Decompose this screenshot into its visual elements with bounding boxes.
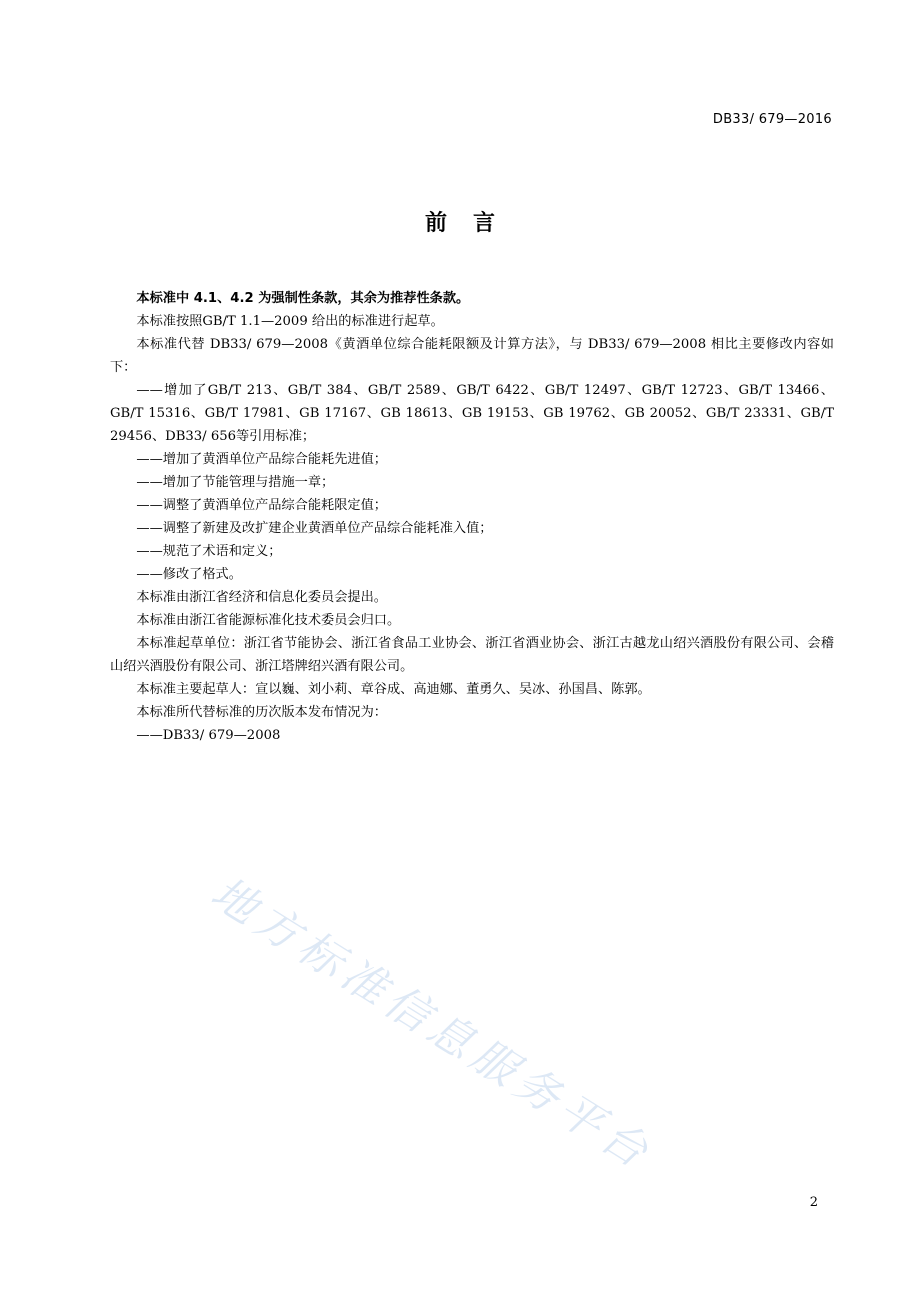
paragraph-mandatory-clauses: 本标准中 4.1、4.2 为强制性条款，其余为推荐性条款。 bbox=[136, 291, 470, 306]
history-item: ——DB33/ 679—2008 bbox=[136, 728, 281, 743]
paragraph-replaces: 本标准代替 DB33/ 679—2008《黄酒单位综合能耗限额及计算方法》，与 DB33/ 679—2008 相比主要修改内容如下： bbox=[110, 337, 834, 375]
document-body bbox=[110, 287, 834, 747]
change-item-format: ——修改了格式。 bbox=[136, 567, 242, 582]
paragraph-proposed-by: 本标准由浙江省经济和信息化委员会提出。 bbox=[136, 590, 387, 605]
change-item-limit-value: ——调整了黄酒单位产品综合能耗限定值； bbox=[136, 498, 387, 513]
page-number: 2 bbox=[809, 1195, 818, 1210]
paragraph-history-intro: 本标准所代替标准的历次版本发布情况为： bbox=[136, 705, 387, 720]
watermark: 地方标准信息服务平台 bbox=[202, 867, 662, 1181]
paragraph-drafting-units: 本标准起草单位：浙江省节能协会、浙江省食品工业协会、浙江省酒业协会、浙江古越龙山绍兴酒股份有限公司、会稽山绍兴酒股份有限公司、浙江塔牌绍兴酒有限公司。 bbox=[110, 636, 834, 674]
page-title: 前言 bbox=[424, 211, 521, 236]
change-item-entry-value: ——调整了新建及改扩建企业黄酒单位产品综合能耗准入值； bbox=[136, 521, 493, 536]
change-item-advanced-value: ——增加了黄酒单位产品综合能耗先进值； bbox=[136, 452, 387, 467]
change-item-energy-management: ——增加了节能管理与措施一章； bbox=[136, 475, 335, 490]
change-item-references: ——增加了GB/T 213、GB/T 384、GB/T 2589、GB/T 6422、GB/T 12497、GB/T 12723、GB/T 13466、GB/T 15316、GB/T 17981、GB 17167、GB 18613、GB 19153、GB 19762、GB 20052、GB/T 23331、GB/T 29456、DB33/ 656等引用标准； bbox=[110, 383, 834, 444]
paragraph-drafters: 本标准主要起草人：宣以巍、刘小莉、章谷成、高迪娜、董勇久、吴冰、孙国昌、陈郭。 bbox=[136, 682, 651, 697]
paragraph-drafting-rules: 本标准按照GB/T 1.1—2009 给出的标准进行起草。 bbox=[136, 314, 444, 329]
document-code: DB33/ 679—2016 bbox=[712, 112, 832, 127]
change-item-terms: ——规范了术语和定义； bbox=[136, 544, 282, 559]
paragraph-managed-by: 本标准由浙江省能源标准化技术委员会归口。 bbox=[136, 613, 401, 628]
